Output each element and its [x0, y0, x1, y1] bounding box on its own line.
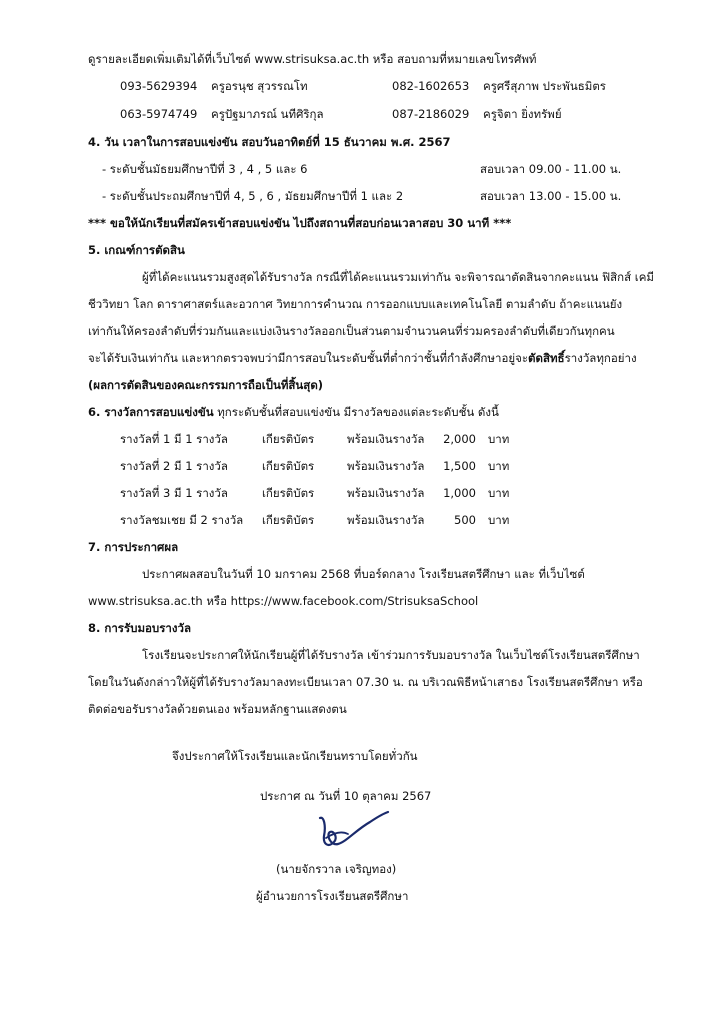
prize-with: พร้อมเงินรางวัล [347, 513, 425, 527]
contact-phone: 082-1602653 [392, 79, 470, 93]
exam-time: สอบเวลา 13.00 - 15.00 น. [480, 189, 622, 203]
signature-image [312, 808, 392, 856]
section6-heading-rest: ทุกระดับชั้นที่สอบแข่งขัน มีรางวัลของแต่ละระดับชั้น ดังนี้ [213, 405, 499, 419]
contact-name: ครูศรีสุภาพ ประพันธมิตร [483, 79, 606, 93]
prize-unit: บาท [488, 486, 510, 500]
prize-label: รางวัลที่ 3 มี 1 รางวัล [120, 486, 228, 500]
prize-amount: 1,500 [443, 459, 476, 473]
signer-name: (นายจักรวาล เจริญทอง) [276, 862, 397, 876]
criteria-line: ชีววิทยา โลก ดาราศาสตร์และอวกาศ วิทยาการคำนวณ การออกแบบและเทคโนโลยี ตามลำดับ ถ้าคะแนนยัง [88, 297, 623, 311]
prize-unit: บาท [488, 513, 510, 527]
prize-with: พร้อมเงินรางวัล [347, 459, 425, 473]
announcement-line: ประกาศผลสอบในวันที่ 10 มกราคม 2568 ที่บอร์ดกลาง โรงเรียนสตรีศึกษา และ ที่เว็บไซต์ [142, 567, 585, 581]
exam-level: - ระดับชั้นประถมศึกษาปีที่ 4, 5 , 6 , มัธยมศึกษาปีที่ 1 และ 2 [102, 189, 404, 203]
prize-unit: บาท [488, 432, 510, 446]
section6-heading-line [88, 405, 499, 419]
prize-with: พร้อมเงินรางวัล [347, 432, 425, 446]
prize-amount: 2,000 [443, 432, 476, 446]
exam-notice: *** ขอให้นักเรียนที่สมัครเข้าสอบแข่งขัน ไปถึงสถานที่สอบก่อนเวลาสอบ 30 นาที *** [88, 216, 512, 230]
prize-label: รางวัลที่ 2 มี 1 รางวัล [120, 459, 228, 473]
contact-name: ครูจิตา ยิ่งทรัพย์ [483, 107, 562, 121]
signer-title: ผู้อำนวยการโรงเรียนสตรีศึกษา [256, 889, 409, 903]
prize-unit: บาท [488, 459, 510, 473]
section5-heading: 5. เกณฑ์การตัดสิน [88, 243, 185, 257]
final-note: (ผลการตัดสินของคณะกรรมการถือเป็นที่สิ้นสุด) [88, 378, 324, 392]
award-line: ติดต่อขอรับรางวัลด้วยตนเอง พร้อมหลักฐานแสดงตน [88, 702, 347, 716]
contact-name: ครูอรนุช สุวรรณโท [211, 79, 308, 93]
criteria-line: เท่ากันให้ครองลำดับที่ร่วมกันและแบ่งเงินรางวัลออกเป็นส่วนตามจำนวนคนที่ร่วมครองลำดับที่เดียวกันทุกคน [88, 324, 615, 338]
prize-cert: เกียรติบัตร [262, 432, 315, 446]
prize-label: รางวัลที่ 1 มี 1 รางวัล [120, 432, 228, 446]
criteria-text: รางวัลทุกอย่าง [564, 351, 637, 365]
prize-cert: เกียรติบัตร [262, 459, 315, 473]
disqualify-text: ตัดสิทธิ์ [528, 351, 565, 365]
prize-cert: เกียรติบัตร [262, 513, 315, 527]
contact-phone: 087-2186029 [392, 107, 470, 121]
prize-label: รางวัลชมเชย มี 2 รางวัล [120, 513, 244, 527]
criteria-text: จะได้รับเงินเท่ากัน และหากตรวจพบว่ามีการสอบในระดับชั้นที่ต่ำกว่าชั้นที่กำลังศึกษาอยู่จะ [88, 351, 529, 365]
contact-phone: 063-5974749 [120, 107, 198, 121]
exam-time: สอบเวลา 09.00 - 11.00 น. [480, 162, 622, 176]
prize-amount: 500 [454, 513, 476, 527]
section6-heading: 6. รางวัลการสอบแข่งขัน [88, 405, 214, 419]
announce-date: ประกาศ ณ วันที่ 10 ตุลาคม 2567 [260, 789, 432, 803]
contact-phone: 093-5629394 [120, 79, 198, 93]
prize-amount: 1,000 [443, 486, 476, 500]
closing-line: จึงประกาศให้โรงเรียนและนักเรียนทราบโดยทั่วกัน [172, 749, 418, 763]
criteria-line [88, 351, 637, 365]
announcement-links: www.strisuksa.ac.th หรือ https://www.facebook.com/StrisuksaSchool [88, 594, 479, 608]
intro-line: ดูรายละเอียดเพิ่มเติมได้ที่เว็บไซต์ www.strisuksa.ac.th หรือ สอบถามที่หมายเลขโทรศัพท์ [88, 52, 537, 66]
exam-level: - ระดับชั้นมัธยมศึกษาปีที่ 3 , 4 , 5 และ 6 [102, 162, 308, 176]
section8-heading: 8. การรับมอบรางวัล [88, 621, 191, 635]
prize-with: พร้อมเงินรางวัล [347, 486, 425, 500]
section4-heading: 4. วัน เวลาในการสอบแข่งขัน สอบวันอาทิตย์ที่ 15 ธันวาคม พ.ศ. 2567 [88, 135, 451, 149]
award-line: โรงเรียนจะประกาศให้นักเรียนผู้ที่ได้รับรางวัล เข้าร่วมการรับมอบรางวัล ในเว็บไซต์โรงเรียนสตรีศึกษา [142, 648, 640, 662]
contact-name: ครูปัฐมาภรณ์ นทีศิริกุล [211, 107, 324, 121]
criteria-line: ผู้ที่ได้คะแนนรวมสูงสุดได้รับรางวัล กรณีที่ได้คะแนนรวมเท่ากัน จะพิจารณาตัดสินจากคะแนน ฟิสิกส์ เคมี [142, 270, 654, 284]
section7-heading: 7. การประกาศผล [88, 540, 179, 554]
prize-cert: เกียรติบัตร [262, 486, 315, 500]
award-line: โดยในวันดังกล่าวให้ผู้ที่ได้รับรางวัลมาลงทะเบียนเวลา 07.30 น. ณ บริเวณพิธีหน้าเสาธง โรงเรียนสตรีศึกษา หรือ [88, 675, 643, 689]
